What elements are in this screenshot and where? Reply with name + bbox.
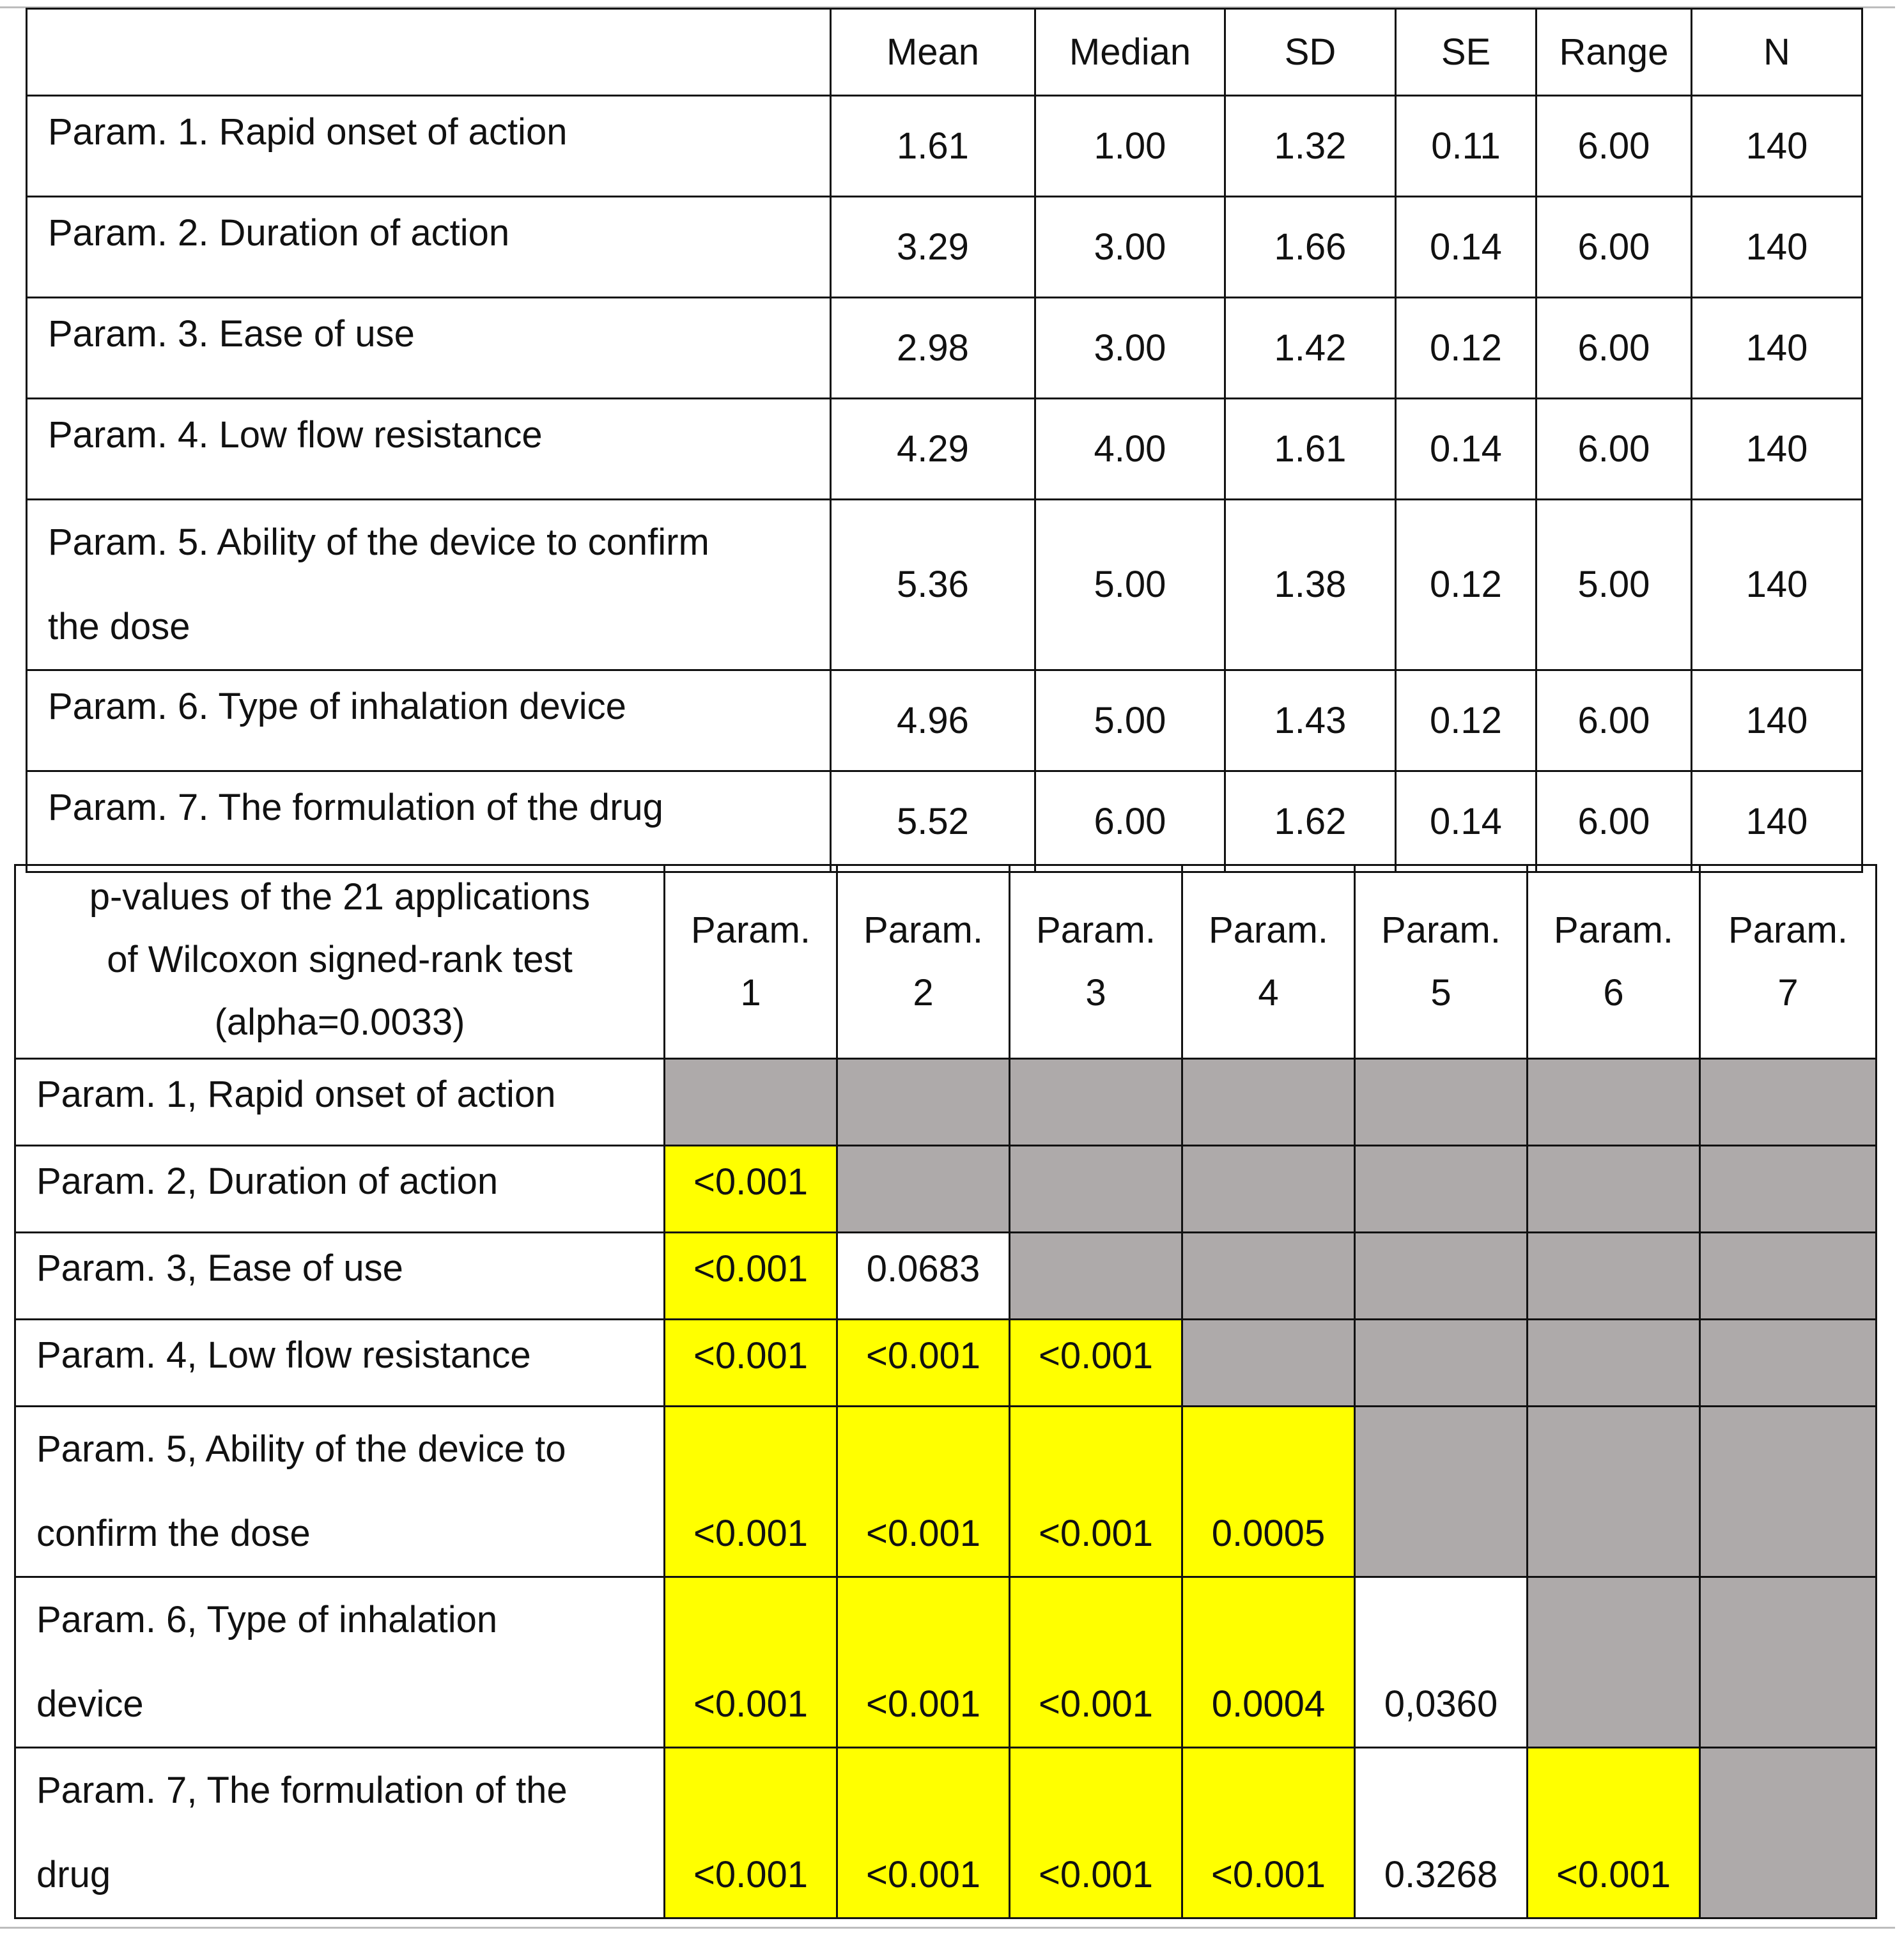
stats-cell-median: 5.00 <box>1035 670 1225 771</box>
pvalue-cell-empty <box>1355 1233 1528 1320</box>
pvalue-col-header-line1: Param. <box>863 909 983 951</box>
stats-header-n: N <box>1692 9 1862 96</box>
stats-cell-sd: 1.61 <box>1225 399 1396 500</box>
stats-row-label: Param. 3. Ease of use <box>27 298 831 399</box>
pvalue-col-header-line1: Param. <box>1036 909 1156 951</box>
stats-cell-n: 140 <box>1692 670 1862 771</box>
stats-cell-sd: 1.32 <box>1225 96 1396 197</box>
pvalue-cell-significant: <0.001 <box>665 1748 837 1918</box>
pvalue-cell-diagonal <box>1700 1748 1877 1918</box>
stats-row-label: Param. 6. Type of inhalation device <box>27 670 831 771</box>
stats-cell-range: 5.00 <box>1536 500 1692 670</box>
stats-row-label: Param. 1. Rapid onset of action <box>27 96 831 197</box>
stats-cell-se: 0.12 <box>1396 500 1536 670</box>
pvalue-col-header <box>837 865 1010 1059</box>
pvalue-cell-empty <box>1700 1407 1877 1577</box>
pvalue-col-header-line1: Param. <box>1554 909 1673 951</box>
pvalue-col-header-line2: 4 <box>1258 972 1279 1014</box>
stats-row-label-line2: the dose <box>48 606 190 647</box>
stats-cell-median: 5.00 <box>1035 500 1225 670</box>
pvalue-cell-diagonal <box>1010 1233 1182 1320</box>
pvalue-row <box>15 1320 1877 1407</box>
stats-cell-range: 6.00 <box>1536 670 1692 771</box>
stats-header-mean: Mean <box>831 9 1035 96</box>
pvalue-col-header <box>1010 865 1182 1059</box>
pvalue-cell-significant: <0.001 <box>665 1407 837 1577</box>
pvalue-cell-significant: <0.001 <box>1010 1577 1182 1748</box>
stats-cell-n: 140 <box>1692 771 1862 872</box>
pvalue-cell-empty <box>1700 1059 1877 1146</box>
pvalue-row-label <box>15 1748 665 1918</box>
pvalue-row <box>15 1577 1877 1748</box>
pvalue-cell-empty <box>1010 1146 1182 1233</box>
pvalue-row <box>15 1748 1877 1918</box>
pvalue-cell-empty <box>1700 1146 1877 1233</box>
stats-cell-mean: 5.52 <box>831 771 1035 872</box>
stats-row-label: Param. 4. Low flow resistance <box>27 399 831 500</box>
pvalue-cell-empty <box>1700 1320 1877 1407</box>
stats-cell-median: 1.00 <box>1035 96 1225 197</box>
stats-header-sd: SD <box>1225 9 1396 96</box>
pvalue-col-header <box>1700 865 1877 1059</box>
pvalue-row-label: Param. 4, Low flow resistance <box>15 1320 665 1407</box>
pvalue-row <box>15 1059 1877 1146</box>
pvalue-col-header-line1: Param. <box>1728 909 1848 951</box>
pvalue-row-label: Param. 3, Ease of use <box>15 1233 665 1320</box>
pvalue-cell-empty <box>1700 1577 1877 1748</box>
wilcoxon-pvalue-table <box>14 864 1877 1919</box>
stats-cell-sd: 1.42 <box>1225 298 1396 399</box>
stats-cell-se: 0.14 <box>1396 399 1536 500</box>
pvalue-cell-significant: <0.001 <box>837 1320 1010 1407</box>
stats-cell-mean: 3.29 <box>831 197 1035 298</box>
pvalue-cell-empty <box>1528 1407 1700 1577</box>
stats-header-row <box>27 9 1862 96</box>
stats-header-median: Median <box>1035 9 1225 96</box>
pvalue-cell-empty <box>1528 1320 1700 1407</box>
stats-header-corner <box>27 9 831 96</box>
pvalue-row <box>15 1146 1877 1233</box>
pvalue-col-header-line2: 3 <box>1085 972 1106 1014</box>
pvalue-row-label: Param. 2, Duration of action <box>15 1146 665 1233</box>
stats-cell-range: 6.00 <box>1536 197 1692 298</box>
pvalue-cell-significant: <0.001 <box>1182 1748 1355 1918</box>
stats-row <box>27 298 1862 399</box>
stats-cell-mean: 5.36 <box>831 500 1035 670</box>
pvalue-cell-significant: <0.001 <box>665 1320 837 1407</box>
stats-cell-sd: 1.38 <box>1225 500 1396 670</box>
stats-row-label-line1: Param. 5. Ability of the device to confirm <box>48 521 709 563</box>
pvalue-row-label: Param. 1, Rapid onset of action <box>15 1059 665 1146</box>
pvalue-row-label-line2: device <box>36 1683 144 1725</box>
stats-cell-mean: 2.98 <box>831 298 1035 399</box>
pvalue-col-header <box>665 865 837 1059</box>
pvalue-cell-empty <box>1528 1059 1700 1146</box>
pvalue-cell-significant: <0.001 <box>665 1233 837 1320</box>
pvalue-cell-empty <box>1528 1146 1700 1233</box>
pvalue-row-label-line1: Param. 7, The formulation of the <box>36 1770 568 1811</box>
stats-cell-median: 3.00 <box>1035 197 1225 298</box>
stats-cell-n: 140 <box>1692 197 1862 298</box>
stats-cell-median: 6.00 <box>1035 771 1225 872</box>
pvalue-cell-significant: <0.001 <box>665 1146 837 1233</box>
pvalue-cell-empty <box>1528 1233 1700 1320</box>
pvalue-cell-empty <box>1700 1233 1877 1320</box>
stats-cell-n: 140 <box>1692 96 1862 197</box>
stats-cell-mean: 4.29 <box>831 399 1035 500</box>
stats-cell-n: 140 <box>1692 298 1862 399</box>
pvalue-cell-empty <box>1010 1059 1182 1146</box>
stats-row <box>27 197 1862 298</box>
pvalue-cell-significant: <0.001 <box>837 1748 1010 1918</box>
pvalue-cell-empty <box>1355 1146 1528 1233</box>
pvalue-cell-significant: <0.001 <box>837 1577 1010 1748</box>
bottom-rule <box>0 1927 1895 1929</box>
pvalue-header-row <box>15 865 1877 1059</box>
stats-cell-se: 0.12 <box>1396 670 1536 771</box>
pvalue-cell-empty <box>1182 1059 1355 1146</box>
pvalue-cell-significant: <0.001 <box>1010 1407 1182 1577</box>
stats-cell-mean: 1.61 <box>831 96 1035 197</box>
pvalue-cell-significant: <0.001 <box>837 1407 1010 1577</box>
stats-row <box>27 399 1862 500</box>
stats-cell-se: 0.12 <box>1396 298 1536 399</box>
pvalue-row-label <box>15 1577 665 1748</box>
pvalue-cell-diagonal <box>1355 1407 1528 1577</box>
pvalue-row <box>15 1407 1877 1577</box>
pvalue-cell-diagonal <box>1182 1320 1355 1407</box>
pvalue-cell-diagonal <box>1528 1577 1700 1748</box>
stats-cell-se: 0.11 <box>1396 96 1536 197</box>
stats-cell-se: 0.14 <box>1396 771 1536 872</box>
pvalue-cell-empty <box>837 1059 1010 1146</box>
stats-row <box>27 771 1862 872</box>
pvalue-row-label <box>15 1407 665 1577</box>
pvalue-header-title <box>15 865 665 1059</box>
pvalue-header-line2: of Wilcoxon signed-rank test <box>107 939 573 980</box>
pvalue-cell-empty <box>1182 1146 1355 1233</box>
stats-row-label <box>27 500 831 670</box>
stats-cell-median: 3.00 <box>1035 298 1225 399</box>
pvalue-col-header-line1: Param. <box>691 909 810 951</box>
stats-cell-mean: 4.96 <box>831 670 1035 771</box>
pvalue-row-label-line1: Param. 6, Type of inhalation <box>36 1599 498 1640</box>
pvalue-col-header <box>1355 865 1528 1059</box>
pvalue-cell-significant: 0.0004 <box>1182 1577 1355 1748</box>
pvalue-cell-not-significant: 0,0360 <box>1355 1577 1528 1748</box>
pvalue-row-label-line2: confirm the dose <box>36 1513 311 1554</box>
pvalue-col-header <box>1182 865 1355 1059</box>
pvalue-cell-significant: <0.001 <box>1010 1320 1182 1407</box>
pvalue-cell-not-significant: 0.0683 <box>837 1233 1010 1320</box>
stats-cell-se: 0.14 <box>1396 197 1536 298</box>
pvalue-col-header-line2: 1 <box>740 972 761 1014</box>
stats-row <box>27 96 1862 197</box>
pvalue-cell-significant: <0.001 <box>1528 1748 1700 1918</box>
stats-row-label: Param. 2. Duration of action <box>27 197 831 298</box>
stats-cell-range: 6.00 <box>1536 771 1692 872</box>
pvalue-cell-empty <box>1182 1233 1355 1320</box>
pvalue-col-header-line1: Param. <box>1209 909 1328 951</box>
stats-row <box>27 500 1862 670</box>
pvalue-cell-significant: 0.0005 <box>1182 1407 1355 1577</box>
stats-cell-median: 4.00 <box>1035 399 1225 500</box>
pvalue-col-header-line2: 7 <box>1777 972 1799 1014</box>
pvalue-col-header <box>1528 865 1700 1059</box>
pvalue-cell-empty <box>1355 1320 1528 1407</box>
stats-cell-n: 140 <box>1692 500 1862 670</box>
pvalue-cell-not-significant: 0.3268 <box>1355 1748 1528 1918</box>
pvalue-cell-significant: <0.001 <box>665 1577 837 1748</box>
pvalue-cell-diagonal <box>665 1059 837 1146</box>
stats-cell-sd: 1.66 <box>1225 197 1396 298</box>
pvalue-col-header-line2: 6 <box>1603 972 1624 1014</box>
pvalue-row-label-line1: Param. 5, Ability of the device to <box>36 1428 566 1470</box>
pvalue-cell-empty <box>1355 1059 1528 1146</box>
pvalue-col-header-line2: 2 <box>913 972 934 1014</box>
stats-cell-n: 140 <box>1692 399 1862 500</box>
stats-cell-range: 6.00 <box>1536 298 1692 399</box>
stats-cell-range: 6.00 <box>1536 399 1692 500</box>
stats-cell-range: 6.00 <box>1536 96 1692 197</box>
stats-row-label: Param. 7. The formulation of the drug <box>27 771 831 872</box>
stats-cell-sd: 1.43 <box>1225 670 1396 771</box>
stats-header-se: SE <box>1396 9 1536 96</box>
pvalue-cell-diagonal <box>837 1146 1010 1233</box>
pvalue-col-header-line1: Param. <box>1381 909 1501 951</box>
stats-row <box>27 670 1862 771</box>
stats-cell-sd: 1.62 <box>1225 771 1396 872</box>
pvalue-row-label-line2: drug <box>36 1854 111 1895</box>
pvalue-header-line3: (alpha=0.0033) <box>214 1001 465 1043</box>
pvalue-col-header-line2: 5 <box>1430 972 1451 1014</box>
pvalue-header-line1: p-values of the 21 applications <box>89 876 591 918</box>
stats-header-range: Range <box>1536 9 1692 96</box>
descriptive-statistics-table <box>26 8 1863 873</box>
pvalue-row <box>15 1233 1877 1320</box>
pvalue-cell-significant: <0.001 <box>1010 1748 1182 1918</box>
